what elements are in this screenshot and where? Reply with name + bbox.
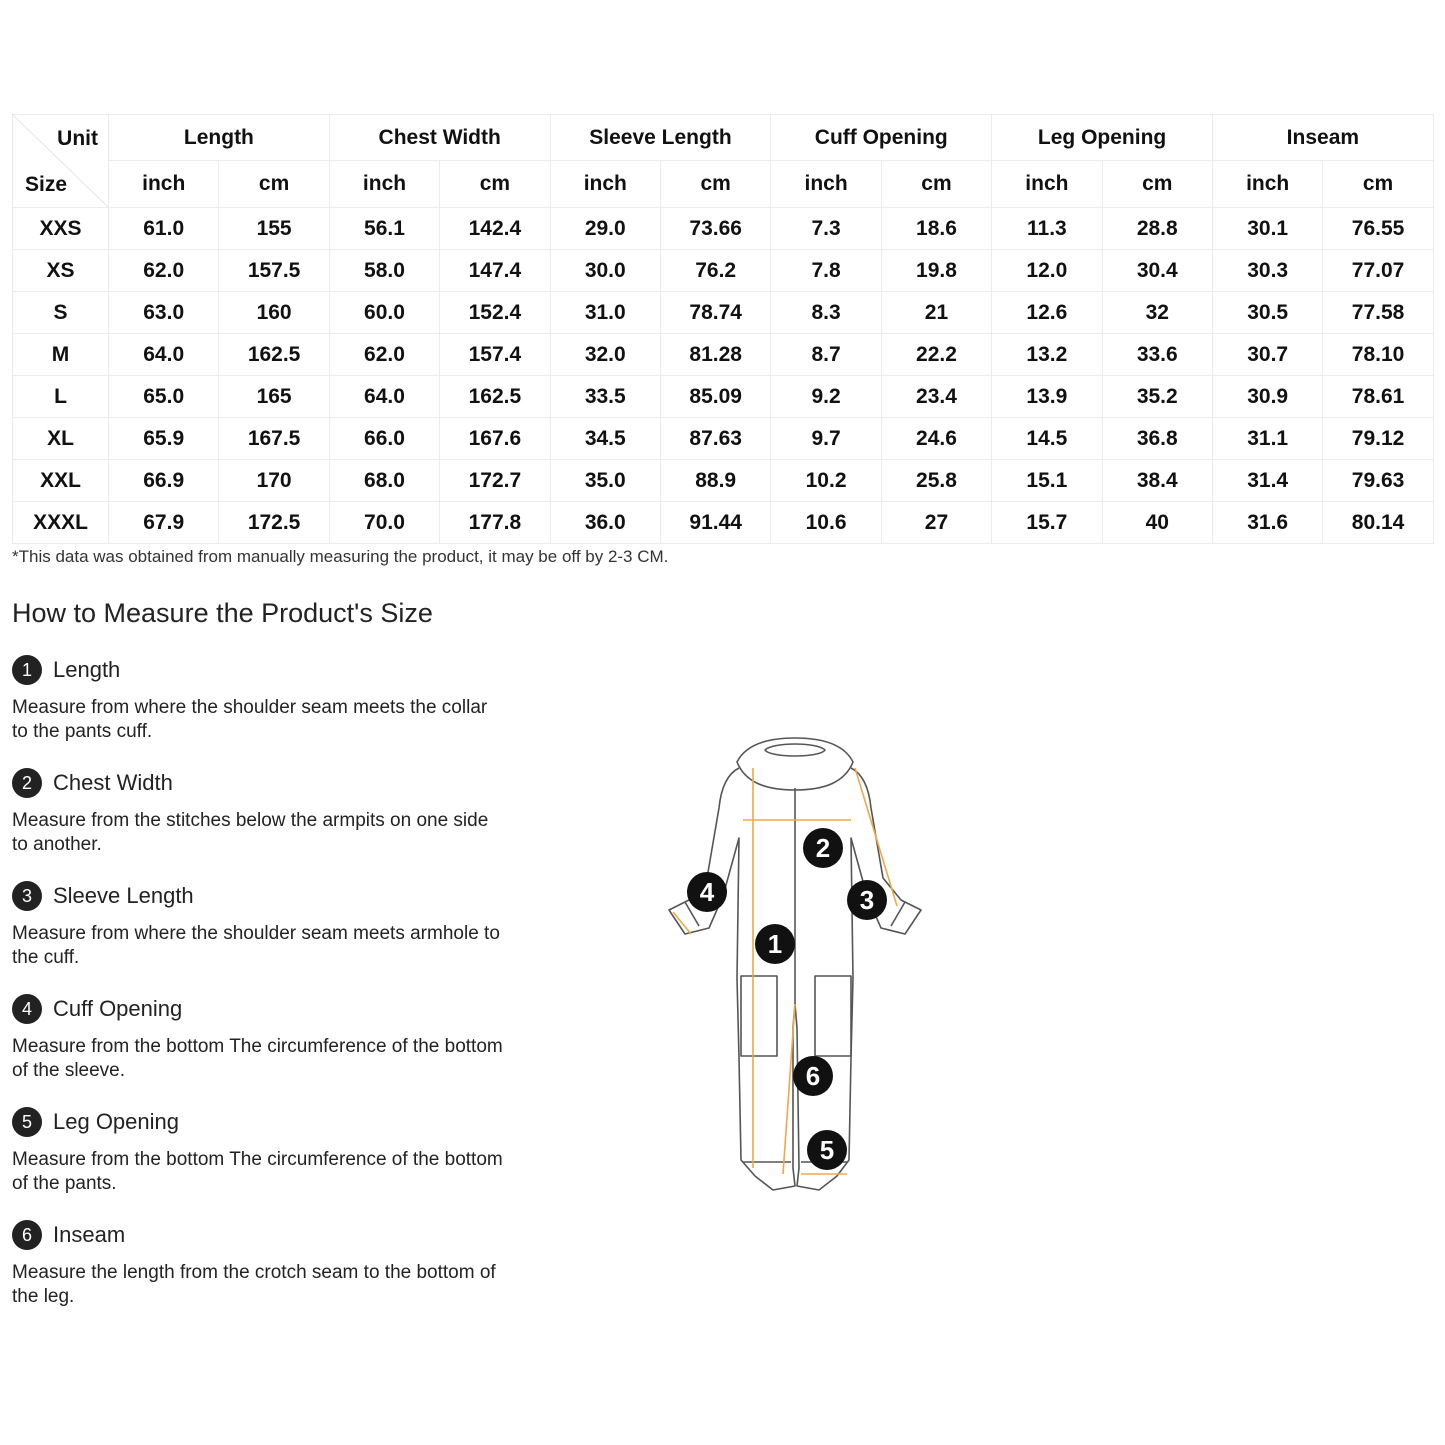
measurement-cell: 10.2 (771, 460, 881, 502)
header-chest-width: Chest Width (329, 115, 550, 161)
measurement-cell: 10.6 (771, 502, 881, 544)
measurement-cell: 15.7 (992, 502, 1102, 544)
measurement-cell: 68.0 (329, 460, 439, 502)
measurement-cell: 80.14 (1323, 502, 1433, 544)
marker-5-label: 5 (819, 1135, 835, 1165)
size-cell: XXL (13, 460, 109, 502)
measurement-cell: 172.5 (219, 502, 329, 544)
size-cell: XXS (13, 208, 109, 250)
measurement-cell: 8.3 (771, 292, 881, 334)
step-number-badge: 2 (12, 768, 42, 798)
table-row (13, 292, 1434, 334)
step-title: Leg Opening (53, 1109, 179, 1134)
measurement-cell: 58.0 (329, 250, 439, 292)
measurement-cell: 36.8 (1102, 418, 1212, 460)
measurement-cell: 35.2 (1102, 376, 1212, 418)
collar-neckline (765, 744, 825, 756)
measurement-cell: 73.66 (660, 208, 770, 250)
measurement-cell: 25.8 (881, 460, 991, 502)
table-row (13, 334, 1434, 376)
marker-1-label: 1 (767, 929, 783, 959)
measurement-cell: 31.0 (550, 292, 660, 334)
measurement-cell: 152.4 (440, 292, 550, 334)
measurement-cell: 79.63 (1323, 460, 1433, 502)
measurement-cell: 32 (1102, 292, 1212, 334)
measurement-cell: 56.1 (329, 208, 439, 250)
measurement-cell: 78.10 (1323, 334, 1433, 376)
measurement-cell: 78.74 (660, 292, 770, 334)
measurement-cell: 62.0 (109, 250, 219, 292)
table-corner-cell (13, 115, 109, 208)
measurement-cell: 85.09 (660, 376, 770, 418)
step-header (12, 993, 512, 1025)
measurement-cell: 76.55 (1323, 208, 1433, 250)
marker-3-label: 3 (859, 885, 875, 915)
measurement-cell: 30.7 (1212, 334, 1322, 376)
measurement-cell: 162.5 (440, 376, 550, 418)
table-row (13, 376, 1434, 418)
header-length: Length (109, 115, 330, 161)
measure-step (12, 1219, 512, 1332)
table-row (13, 250, 1434, 292)
measurement-cell: 40 (1102, 502, 1212, 544)
step-title: Length (53, 657, 121, 682)
unit-header: cm (660, 161, 770, 208)
measurement-cell: 22.2 (881, 334, 991, 376)
measurement-cell: 66.9 (109, 460, 219, 502)
step-title: Cuff Opening (53, 996, 183, 1021)
unit-header: cm (1323, 161, 1433, 208)
measurement-cell: 9.7 (771, 418, 881, 460)
garment-outline (669, 738, 921, 1190)
size-cell: L (13, 376, 109, 418)
measurement-cell: 160 (219, 292, 329, 334)
step-description: Measure from the stitches below the armpits on one side to another. (12, 810, 489, 855)
measurement-cell: 63.0 (109, 292, 219, 334)
marker-6-label: 6 (805, 1061, 821, 1091)
measurement-cell: 28.8 (1102, 208, 1212, 250)
measurement-cell: 33.5 (550, 376, 660, 418)
header-inseam: Inseam (1212, 115, 1433, 161)
step-description: Measure from the bottom The circumference of the bottom of the pants. (12, 1149, 503, 1194)
measurement-cell: 170 (219, 460, 329, 502)
measurement-cell: 77.58 (1323, 292, 1433, 334)
unit-header: inch (771, 161, 881, 208)
marker-2-label: 2 (815, 833, 831, 863)
unit-header: cm (881, 161, 991, 208)
unit-header: inch (329, 161, 439, 208)
measurement-cell: 31.4 (1212, 460, 1322, 502)
table-header-groups (13, 115, 1434, 161)
unit-header: inch (550, 161, 660, 208)
table-row (13, 460, 1434, 502)
measurement-cell: 88.9 (660, 460, 770, 502)
measure-steps-list (12, 654, 512, 1332)
measurement-cell: 64.0 (329, 376, 439, 418)
unit-header: cm (219, 161, 329, 208)
measurement-cell: 35.0 (550, 460, 660, 502)
measure-step (12, 1106, 512, 1219)
step-number-badge: 4 (12, 994, 42, 1024)
measurement-cell: 31.6 (1212, 502, 1322, 544)
step-title: Sleeve Length (53, 883, 194, 908)
corner-unit-label: Unit (57, 127, 98, 150)
table-row (13, 502, 1434, 544)
size-chart-table (12, 114, 1434, 544)
measurement-cell: 24.6 (881, 418, 991, 460)
collar-ruffle (737, 738, 853, 790)
measurement-cell: 62.0 (329, 334, 439, 376)
measurement-cell: 31.1 (1212, 418, 1322, 460)
measurement-cell: 18.6 (881, 208, 991, 250)
table-row (13, 418, 1434, 460)
measurement-cell: 32.0 (550, 334, 660, 376)
measurement-cell: 177.8 (440, 502, 550, 544)
measurement-cell: 12.6 (992, 292, 1102, 334)
unit-header: inch (109, 161, 219, 208)
header-sleeve-length: Sleeve Length (550, 115, 771, 161)
measurement-cell: 162.5 (219, 334, 329, 376)
measurement-cell: 64.0 (109, 334, 219, 376)
header-leg-opening: Leg Opening (992, 115, 1213, 161)
measurement-cell: 30.4 (1102, 250, 1212, 292)
measurement-cell: 34.5 (550, 418, 660, 460)
step-header (12, 1106, 512, 1138)
unit-header: cm (1102, 161, 1212, 208)
unit-header: cm (440, 161, 550, 208)
measurement-cell: 30.3 (1212, 250, 1322, 292)
measurement-cell: 15.1 (992, 460, 1102, 502)
right-sleeve-cuff (891, 902, 905, 926)
measurement-cell: 23.4 (881, 376, 991, 418)
measurement-lines (673, 768, 897, 1174)
measurement-note: *This data was obtained from manually measuring the product, it may be off by 2-3 CM. (12, 547, 669, 566)
measurement-cell: 167.6 (440, 418, 550, 460)
step-header (12, 1219, 512, 1251)
measurement-cell: 91.44 (660, 502, 770, 544)
measurement-cell: 157.4 (440, 334, 550, 376)
measurement-cell: 76.2 (660, 250, 770, 292)
marker-4-label: 4 (699, 877, 715, 907)
measurement-cell: 12.0 (992, 250, 1102, 292)
table-row (13, 208, 1434, 250)
measurement-cell: 78.61 (1323, 376, 1433, 418)
measurement-cell: 30.1 (1212, 208, 1322, 250)
measurement-cell: 14.5 (992, 418, 1102, 460)
measurement-cell: 11.3 (992, 208, 1102, 250)
measurement-cell: 157.5 (219, 250, 329, 292)
step-description: Measure from where the shoulder seam meets the collar to the pants cuff. (12, 697, 488, 742)
measurement-cell: 21 (881, 292, 991, 334)
step-description: Measure the length from the crotch seam to the bottom of the leg. (12, 1262, 496, 1307)
measurement-cell: 8.7 (771, 334, 881, 376)
measurement-cell: 38.4 (1102, 460, 1212, 502)
measurement-cell: 33.6 (1102, 334, 1212, 376)
measurement-cell: 19.8 (881, 250, 991, 292)
measurement-cell: 167.5 (219, 418, 329, 460)
measure-step (12, 880, 512, 993)
table-header-units (13, 161, 1434, 208)
measurement-cell: 142.4 (440, 208, 550, 250)
step-header (12, 880, 512, 912)
measurement-cell: 65.9 (109, 418, 219, 460)
step-title: Inseam (53, 1222, 126, 1247)
table-body (13, 208, 1434, 544)
measurement-cell: 165 (219, 376, 329, 418)
size-cell: M (13, 334, 109, 376)
step-number-badge: 1 (12, 655, 42, 685)
step-header (12, 654, 512, 686)
measurement-cell: 36.0 (550, 502, 660, 544)
measurement-cell: 7.3 (771, 208, 881, 250)
measurement-cell: 70.0 (329, 502, 439, 544)
step-title: Chest Width (53, 770, 173, 795)
measurement-cell: 77.07 (1323, 250, 1433, 292)
measurement-cell: 13.9 (992, 376, 1102, 418)
measurement-cell: 7.8 (771, 250, 881, 292)
measurement-cell: 60.0 (329, 292, 439, 334)
right-pocket (815, 976, 851, 1056)
measurement-cell: 30.9 (1212, 376, 1322, 418)
step-description: Measure from the bottom The circumference of the bottom of the sleeve. (12, 1036, 503, 1081)
measure-step (12, 993, 512, 1106)
measurement-cell: 65.0 (109, 376, 219, 418)
measurement-cell: 30.5 (1212, 292, 1322, 334)
measure-step (12, 767, 512, 880)
header-cuff-opening: Cuff Opening (771, 115, 992, 161)
step-description: Measure from where the shoulder seam meets armhole to the cuff. (12, 923, 500, 968)
unit-header: inch (992, 161, 1102, 208)
measurement-cell: 67.9 (109, 502, 219, 544)
size-cell: XL (13, 418, 109, 460)
corner-size-label: Size (25, 173, 68, 196)
measurement-cell: 30.0 (550, 250, 660, 292)
left-pocket (741, 976, 777, 1056)
size-cell: S (13, 292, 109, 334)
step-number-badge: 3 (12, 881, 42, 911)
unit-header: inch (1212, 161, 1322, 208)
measurement-cell: 172.7 (440, 460, 550, 502)
guide-title: How to Measure the Product's Size (12, 598, 433, 628)
jumpsuit-diagram (655, 728, 935, 1198)
measurement-cell: 29.0 (550, 208, 660, 250)
measurement-cell: 87.63 (660, 418, 770, 460)
step-number-badge: 6 (12, 1220, 42, 1250)
measurement-cell: 81.28 (660, 334, 770, 376)
measurement-cell: 9.2 (771, 376, 881, 418)
measurement-cell: 147.4 (440, 250, 550, 292)
measurement-cell: 13.2 (992, 334, 1102, 376)
measurement-cell: 27 (881, 502, 991, 544)
size-cell: XXXL (13, 502, 109, 544)
measurement-cell: 79.12 (1323, 418, 1433, 460)
size-cell: XS (13, 250, 109, 292)
measurement-cell: 61.0 (109, 208, 219, 250)
measure-step (12, 654, 512, 767)
step-header (12, 767, 512, 799)
measurement-cell: 155 (219, 208, 329, 250)
step-number-badge: 5 (12, 1107, 42, 1137)
measurement-cell: 66.0 (329, 418, 439, 460)
